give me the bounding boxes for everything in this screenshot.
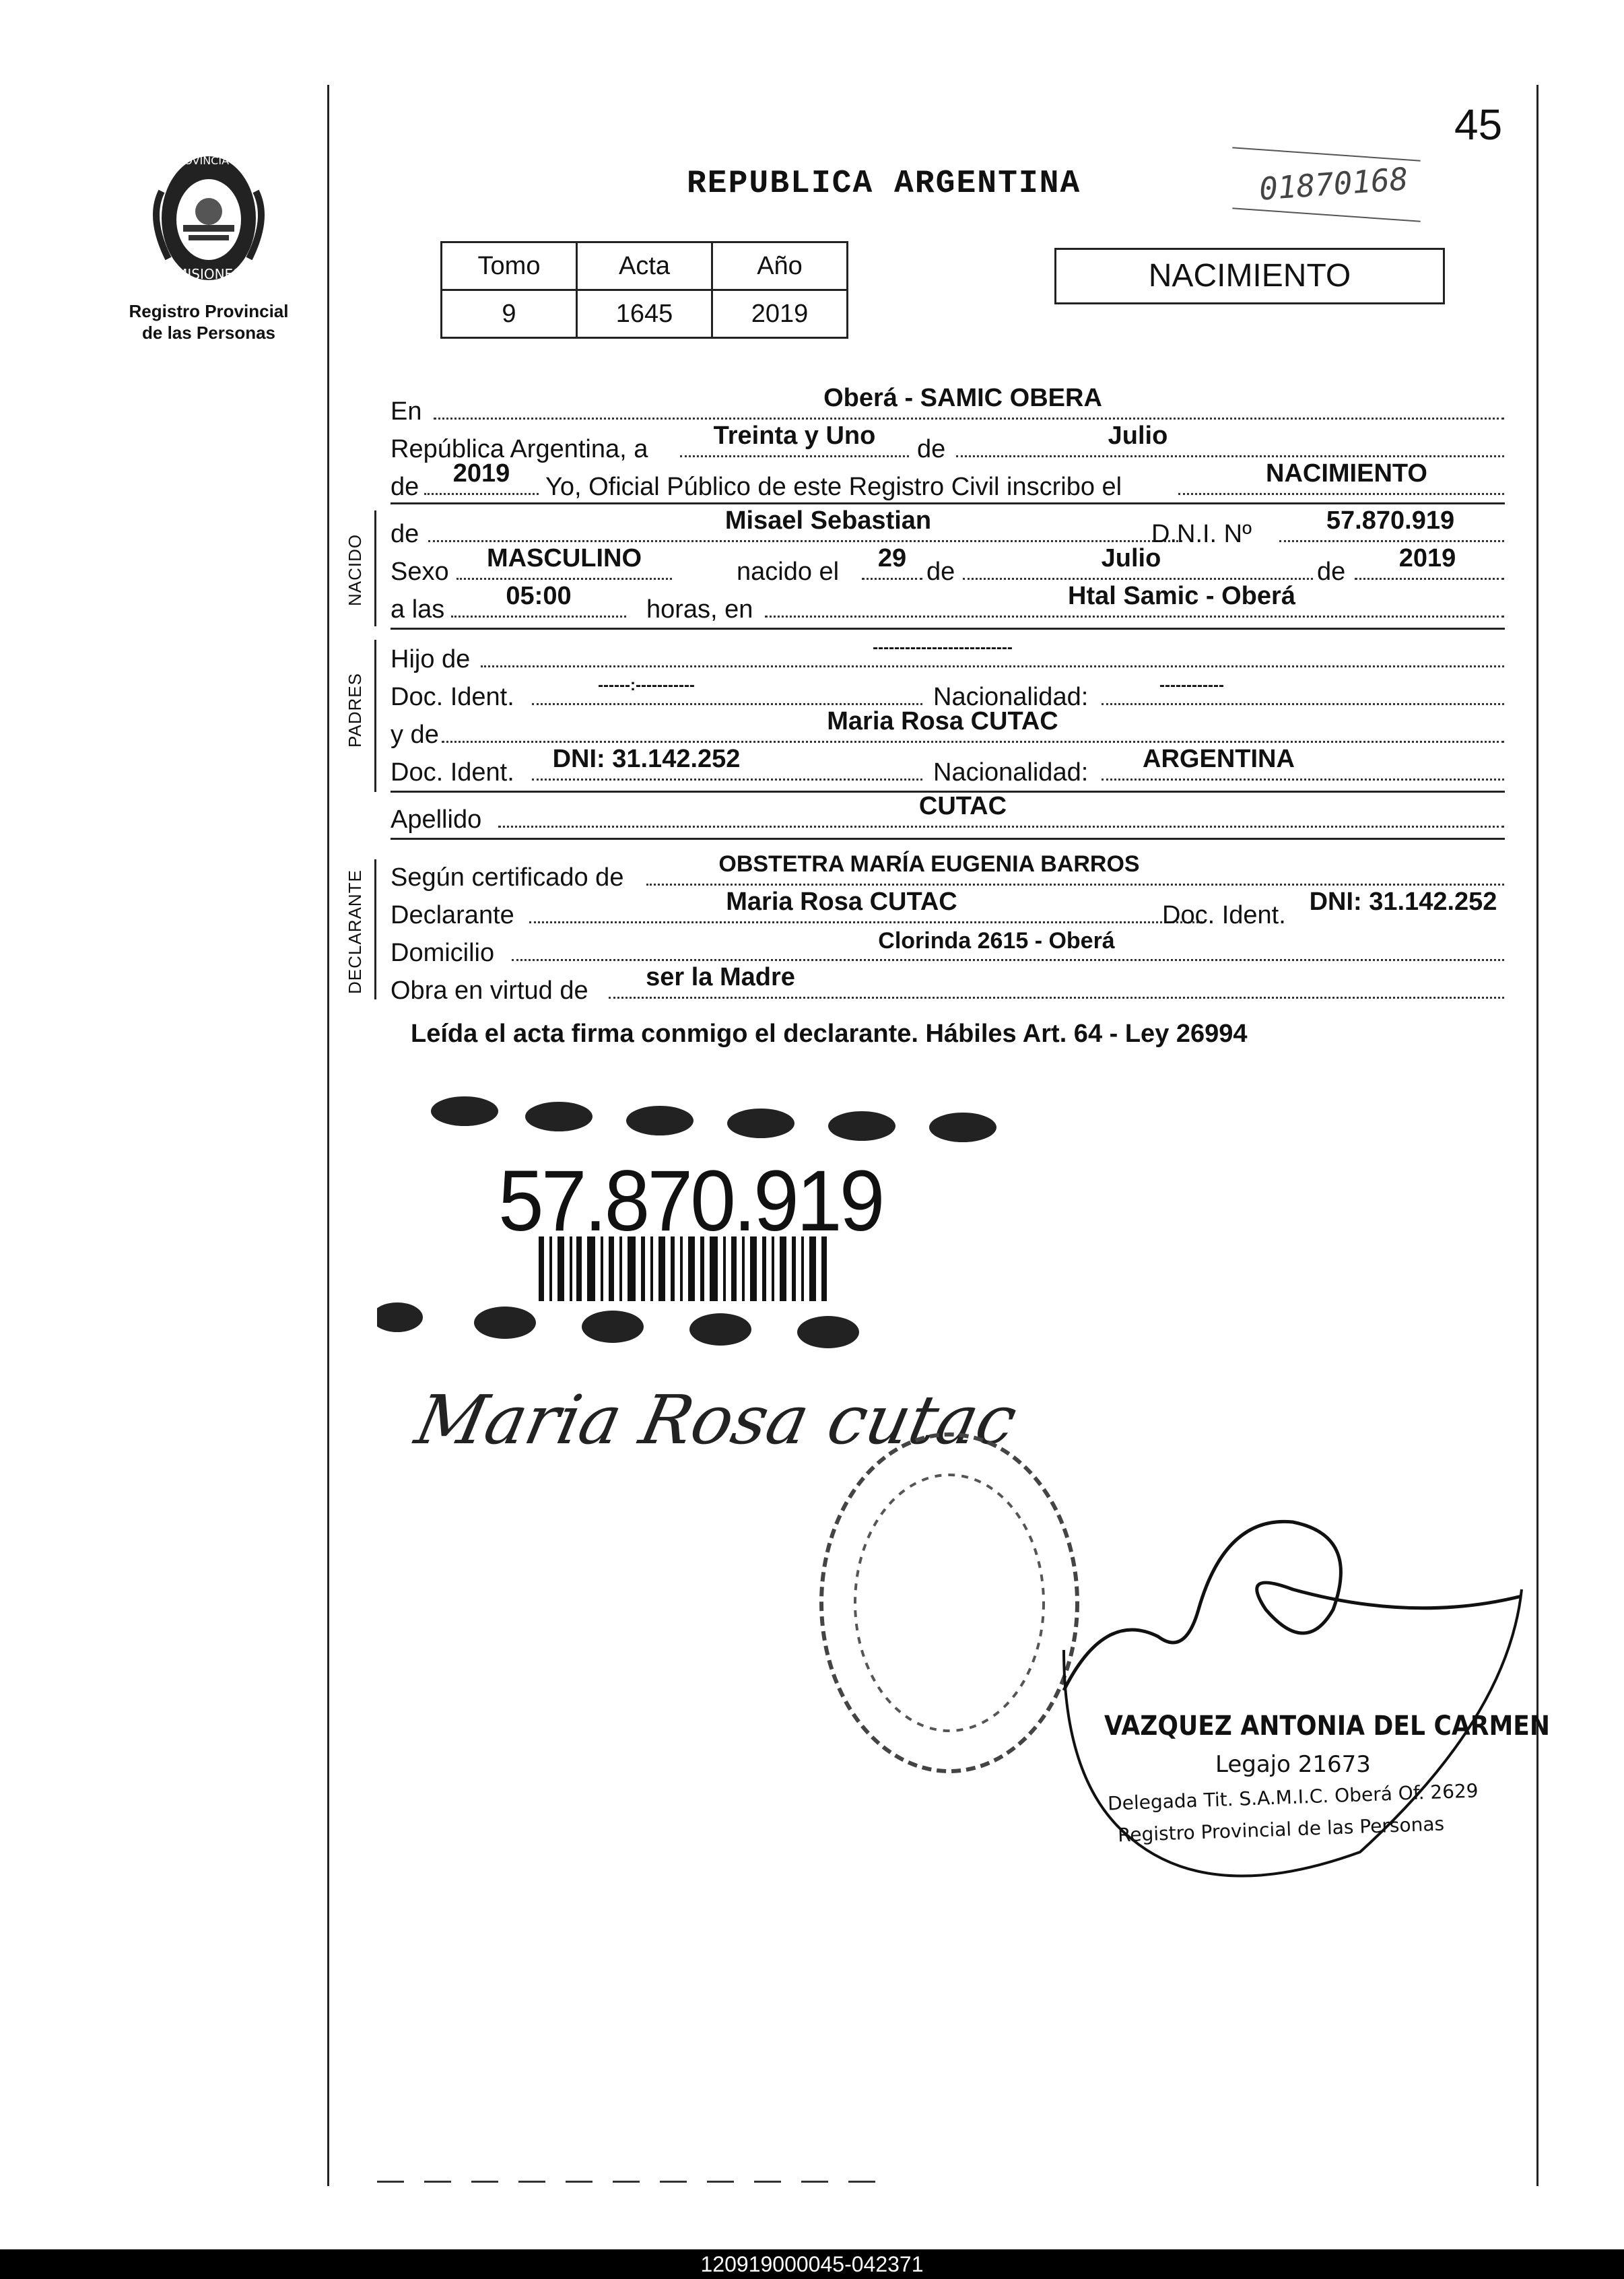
mother-doc: DNI: 31.142.252 [552,745,741,773]
child-name: Misael Sebastian [724,506,932,535]
nacido-section-label: NACIDO [345,533,365,606]
row-en [391,384,1505,427]
signer-role: Delegada Tit. S.A.M.I.C. Oberá Of. 2629 [1107,1779,1479,1815]
mother-nat-label: Nacionalidad: [933,758,1089,787]
record-table [440,241,848,339]
oficial-text: Yo, Oficial Público de este Registro Civil inscribo el [545,473,1122,501]
serial-bottom-rule [1232,207,1420,222]
registry-line1: Registro Provincial [129,301,289,321]
row-obra [391,963,1505,1006]
sticker-id-number: 57.870.919 [498,1153,883,1249]
nacido-de-label: de [391,520,419,548]
coat-of-arms-logo [141,144,276,292]
signer-name: VAZQUEZ ANTONIA DEL CARMEN [1104,1711,1551,1742]
birth-year: 2019 [1398,544,1456,572]
de-label: de [917,435,946,463]
padres-rule [374,640,376,792]
row-alas [391,582,1505,625]
birth-day: 29 [877,544,907,572]
record-table-value-row [442,290,848,338]
nacido-rule [374,510,376,626]
serial-top-rule [1232,147,1420,162]
father-nationality: ------------ [1159,676,1224,694]
obra-label: Obra en virtud de [391,977,588,1005]
row-apellido [391,792,1505,835]
sexo-label: Sexo [391,558,449,586]
header-acta: Acta [577,242,712,290]
nacido-el-label: nacido el [737,558,840,586]
header-tomo: Tomo [442,242,577,290]
child-dni: 57.870.919 [1326,506,1455,535]
section-divider [391,838,1505,840]
domicilio-label: Domicilio [391,939,495,967]
signer-legajo: Legajo 21673 [1215,1751,1371,1778]
birth-time: 05:00 [506,582,572,610]
birth-month: Julio [1101,544,1161,572]
declarant-signature: Maria Rosa cutac [409,1381,1024,1459]
dni-label: D.N.I. Nº [1151,520,1252,548]
value-acta: 1645 [577,290,712,338]
mother-doc-label: Doc. Ident. [391,758,514,787]
apellido-label: Apellido [391,805,482,834]
place-value: Oberá - SAMIC OBERA [823,384,1102,412]
registry-caption [114,300,303,343]
value-ano: 2019 [712,290,848,338]
birth-place: Htal Samic - Oberá [1068,582,1295,610]
declarante-label: Declarante [391,901,514,929]
de-label-3: de [1317,558,1346,586]
row-oficial [391,459,1505,502]
segun-label: Según certificado de [391,863,624,892]
father-nat-label: Nacionalidad: [933,683,1089,711]
bottom-dash-rule [377,2181,875,2183]
sexo-value: MASCULINO [486,544,642,572]
declarante-name: Maria Rosa CUTAC [726,888,957,916]
value-tomo: 9 [442,290,577,338]
year-value: 2019 [452,459,510,488]
left-margin-rule [327,85,329,2186]
header-ano: Año [712,242,848,290]
logo-bottom-text: MISIONES [176,266,242,282]
father-name: -------------------------- [873,638,1013,657]
declarante-rule [374,859,376,999]
row-hijo [391,638,1505,675]
mother-nationality: ARGENTINA [1143,745,1295,773]
certificado-value: OBSTETRA MARÍA EUGENIA BARROS [718,851,1140,877]
horas-label: horas, en [646,595,753,624]
day-value: Treinta y Uno [713,422,876,450]
obra-value: ser la Madre [646,963,795,991]
padres-section-label: PADRES [345,673,365,748]
domicilio-value: Clorinda 2615 - Oberá [878,928,1115,954]
record-table-header-row [442,242,848,290]
hijo-label: Hijo de [391,645,471,673]
alas-label: a las [391,595,445,624]
registry-line2: de las Personas [142,323,275,343]
logo-top-text: PROVINCIA DE [170,154,248,167]
declarante-section-label: DECLARANTE [345,869,365,994]
declarante-doc: DNI: 31.142.252 [1309,888,1497,916]
apellido-value: CUTAC [918,792,1007,820]
event-value: NACIMIENTO [1266,459,1427,488]
yde-label: y de [391,721,439,749]
footer-id: 120919000045-042371 [700,2252,924,2276]
father-doc: ------:----------- [598,676,695,694]
month-value: Julio [1108,422,1168,450]
page-number: 45 [1454,100,1503,149]
declarante-doc-label: Doc. Ident. [1162,901,1286,929]
row-domicilio [391,928,1505,968]
sticker-bottom-marks [377,1302,859,1348]
de-label-2: de [926,558,955,586]
section-divider [391,628,1505,630]
section-divider [391,502,1505,504]
row-declarante [391,888,1505,931]
father-doc-label: Doc. Ident. [391,683,514,711]
de2-label: de [391,473,419,501]
sticker-top-marks [431,1096,996,1142]
record-type-box: NACIMIENTO [1054,248,1445,304]
mother-name: Maria Rosa CUTAC [827,707,1058,735]
closing-statement: Leída el acta firma conmigo el declarante. Hábiles Art. 64 - Ley 26994 [411,1020,1248,1048]
row-mother-doc [391,745,1505,788]
serial-number: 01870168 [1258,160,1410,207]
en-label: En [391,397,422,426]
republica-label: República Argentina, a [391,435,648,463]
signer-registry: Registro Provincial de las Personas [1117,1812,1445,1847]
document-title: REPUBLICA ARGENTINA [687,166,1081,202]
